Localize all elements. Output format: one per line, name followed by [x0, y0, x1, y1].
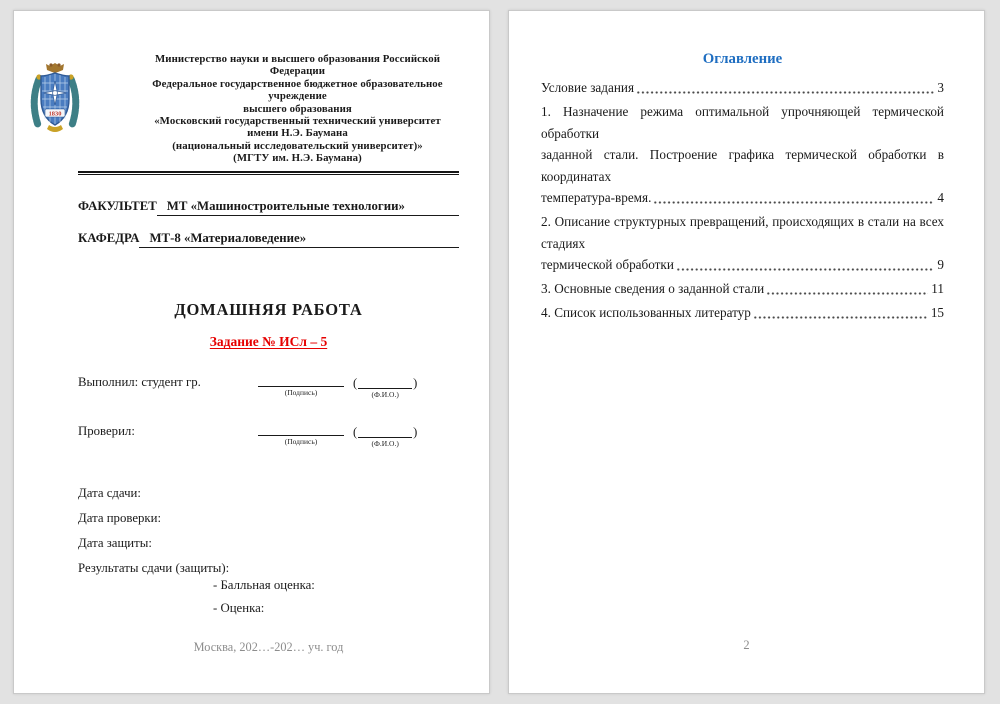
- checked-label: Проверил:: [78, 424, 135, 439]
- paren-close: ): [413, 425, 418, 440]
- name-caption: (Ф.И.О.): [371, 439, 399, 449]
- university-logo-icon: [29, 61, 81, 137]
- toc-entry-text: 3. Основные сведения о заданной стали: [541, 281, 765, 296]
- results-label: Результаты сдачи (защиты):: [78, 561, 230, 576]
- signature-caption: (Подпись): [284, 437, 318, 447]
- toc-entry[interactable]: [541, 101, 944, 209]
- assignment-title-row: [78, 333, 459, 351]
- grade-label: - Оценка:: [213, 601, 265, 616]
- header-line: (МГТУ им. Н.Э. Баумана): [233, 152, 362, 165]
- name-blank-line: [358, 379, 412, 389]
- dot-leader: [766, 278, 928, 300]
- header-line: Министерство науки и высшего образования Российской Федерации: [154, 53, 441, 78]
- table-of-contents: [541, 77, 944, 324]
- toc-title: Оглавление: [702, 51, 783, 67]
- university-header: [136, 53, 459, 165]
- dates-block: [78, 486, 459, 616]
- date-check: Дата проверки:: [78, 511, 162, 526]
- toc-page-number: 3: [937, 80, 944, 95]
- date-submission: Дата сдачи:: [78, 486, 141, 501]
- date-defense: Дата защиты:: [78, 536, 152, 551]
- toc-entry[interactable]: [541, 211, 944, 276]
- dot-leader: [636, 77, 934, 99]
- toc-page-number: 11: [931, 281, 944, 296]
- header-line: (национальный исследовательский университет)»: [172, 139, 423, 152]
- assignment-title: Задание № ИСл – 5: [209, 334, 328, 350]
- toc-entry[interactable]: [541, 77, 944, 99]
- performed-label: Выполнил: студент гр.: [78, 375, 201, 390]
- header-line: имени Н.Э. Баумана: [247, 127, 348, 140]
- header-line: высшего образования: [243, 102, 352, 115]
- checked-signature-row: [78, 424, 459, 448]
- toc-page-number: 4: [937, 190, 944, 205]
- toc-entry-text: Условие задания: [541, 80, 635, 95]
- toc-entry[interactable]: [541, 302, 944, 324]
- toc-page-number: 9: [937, 257, 944, 272]
- eagle-crest-icon: [46, 63, 64, 73]
- toc-entry-text: 1. Назначение режима оптимальной упрочняющей термической обработки: [541, 104, 944, 141]
- faculty-label: ФАКУЛЬТЕТ: [78, 199, 157, 214]
- header-line: «Московский государственный технический университет: [154, 115, 441, 128]
- toc-entry-text: 2. Описание структурных превращений, происходящих в стали на всех стадиях: [541, 214, 944, 251]
- dot-leader: [753, 302, 928, 324]
- toc-page-number: 15: [930, 305, 944, 320]
- toc-entry-text: термической обработки: [541, 257, 674, 272]
- performed-signature-row: [78, 375, 459, 399]
- name-caption: (Ф.И.О.): [371, 390, 399, 400]
- signature-blank-line: [258, 377, 344, 387]
- name-field: [353, 426, 417, 448]
- name-blank-line: [358, 428, 412, 438]
- name-field: [353, 377, 417, 399]
- signature-field: [258, 377, 344, 397]
- dot-leader: [676, 254, 935, 276]
- toc-entry[interactable]: [541, 278, 944, 300]
- department-field: [78, 231, 459, 248]
- city-year-footer: Москва, 202…-202… уч. год: [193, 640, 344, 654]
- paren-open: (: [353, 376, 358, 391]
- page-number: 2: [743, 638, 750, 652]
- department-label: КАФЕДРА: [78, 231, 140, 246]
- header-divider: [78, 171, 459, 176]
- signature-caption: (Подпись): [284, 388, 318, 398]
- header-line: Федеральное государственное бюджетное образовательное учреждение: [152, 77, 443, 103]
- faculty-value: МТ «Машиностроительные технологии»: [157, 199, 459, 216]
- signature-field: [258, 426, 344, 446]
- department-value: МТ-8 «Материаловедение»: [139, 231, 459, 248]
- toc-entry-text: температура-время.: [541, 190, 652, 205]
- toc-entry-text: заданной стали. Построение графика термической обработки в координатах: [541, 147, 944, 184]
- dot-leader: [653, 187, 934, 209]
- work-title: ДОМАШНЯЯ РАБОТА: [174, 300, 363, 320]
- paren-open: (: [353, 425, 358, 440]
- paren-close: ): [413, 376, 418, 391]
- page-title-sheet[interactable]: [13, 10, 490, 694]
- page-toc[interactable]: [508, 10, 985, 694]
- logo-year: 1830: [48, 110, 62, 118]
- toc-entry-text: 4. Список использованных литератур: [541, 305, 751, 320]
- faculty-field: [78, 199, 459, 216]
- score-label: - Балльная оценка:: [213, 578, 315, 593]
- signature-blank-line: [258, 426, 344, 436]
